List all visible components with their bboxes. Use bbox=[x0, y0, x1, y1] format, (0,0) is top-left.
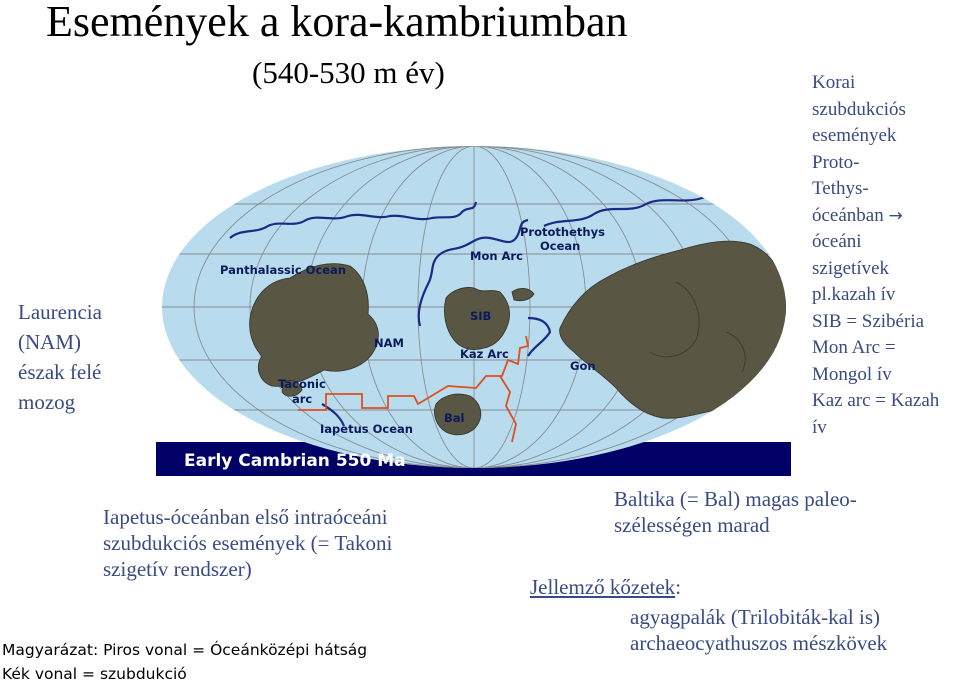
subduction-note-arrow-line bbox=[812, 203, 939, 230]
subduction-note-line: ív bbox=[812, 416, 827, 438]
map-legend bbox=[2, 638, 367, 686]
iapetus-description-line: szigetív rendszer) bbox=[103, 557, 252, 581]
subduction-note bbox=[812, 70, 939, 441]
protothethys-label-line1: Protothethys bbox=[520, 225, 605, 239]
panthalassic-ocean-label: Panthalassic Ocean bbox=[220, 263, 347, 277]
laurencia-note-line: Laurencia bbox=[18, 300, 102, 324]
subduction-note-line: Proto- bbox=[812, 151, 860, 173]
iapetus-description-line: Iapetus-óceánban első intraóceáni bbox=[103, 505, 388, 529]
subduction-note-line: óceáni bbox=[812, 231, 862, 252]
baltika-description bbox=[614, 486, 857, 538]
sib-label: SIB bbox=[470, 309, 492, 323]
subduction-note-line: SIB = Szibéria bbox=[812, 310, 925, 332]
subduction-note-line: Korai bbox=[812, 72, 856, 93]
subduction-note-line: Tethys- bbox=[812, 178, 869, 199]
baltika-description-line: szélességen marad bbox=[614, 513, 770, 537]
subduction-note-line: Mon Arc = bbox=[812, 337, 896, 358]
kaz-arc-label: Kaz Arc bbox=[460, 347, 509, 361]
laurencia-note bbox=[18, 297, 102, 417]
right-arrow-icon: → bbox=[888, 205, 903, 226]
mon-arc-label: Mon Arc bbox=[470, 249, 523, 263]
subduction-note-line: szubdukciós bbox=[812, 98, 906, 120]
baltika-description-line: Baltika (= Bal) magas paleo- bbox=[614, 487, 857, 511]
subduction-note-line: Kaz arc = Kazah bbox=[812, 390, 940, 411]
page-subtitle: (540-530 m év) bbox=[252, 55, 445, 90]
gon-label: Gon bbox=[570, 359, 596, 373]
legend-line-subduction: Kék vonal = szubdukció bbox=[2, 665, 187, 683]
iapetus-description bbox=[103, 504, 392, 582]
nam-label: NAM bbox=[374, 336, 404, 350]
protothethys-label-line2: Ocean bbox=[540, 239, 581, 253]
legend-line-ridge: Magyarázat: Piros vonal = Óceánközépi hátság bbox=[2, 641, 368, 659]
paleogeographic-map bbox=[156, 142, 791, 476]
taconic-label-line1: Taconic bbox=[278, 377, 326, 391]
subduction-note-arrow-text: óceánban bbox=[812, 204, 884, 226]
subduction-note-line: Mongol ív bbox=[812, 363, 892, 385]
subduction-note-line: események bbox=[812, 125, 897, 146]
rocks-list-item: archaeocyathuszos mészkövek bbox=[630, 631, 888, 655]
page-title: Események a kora-kambriumban bbox=[46, 0, 628, 46]
rocks-heading-label: Jellemző kőzetek bbox=[530, 575, 676, 599]
iapetus-ocean-label: Iapetus Ocean bbox=[320, 422, 413, 436]
map-caption: Early Cambrian 550 Ma bbox=[184, 451, 406, 471]
bal-label: Bal bbox=[444, 411, 465, 425]
laurencia-note-line: mozog bbox=[18, 390, 76, 414]
rocks-heading bbox=[530, 574, 681, 600]
subduction-note-line: szigetívek bbox=[812, 257, 890, 279]
rocks-heading-colon: : bbox=[675, 575, 682, 599]
rocks-list-item: agyagpalák (Trilobiták-kal is) bbox=[630, 605, 881, 629]
rocks-list bbox=[630, 604, 887, 656]
subduction-note-line: pl.kazah ív bbox=[812, 284, 896, 305]
iapetus-description-line: szubdukciós események (= Takoni bbox=[103, 531, 393, 555]
laurencia-note-line: (NAM) bbox=[18, 330, 81, 354]
laurencia-note-line: észak felé bbox=[18, 360, 102, 384]
taconic-label-line2: arc bbox=[292, 392, 313, 406]
